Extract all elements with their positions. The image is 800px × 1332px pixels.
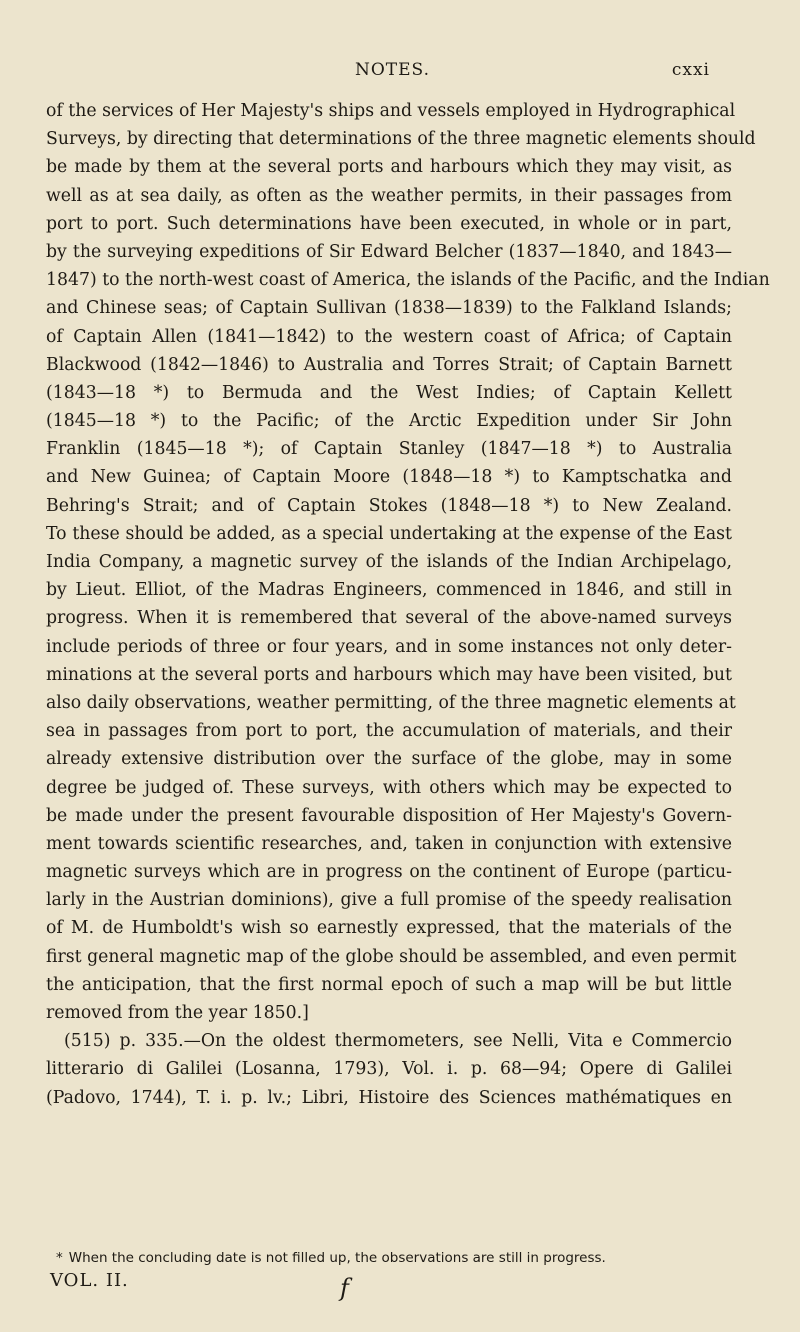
text-line: (1845—18 *) to the Pacific; of the Arctic Expedition under Sir John [46, 411, 732, 432]
text-line: magnetic surveys which are in progress on the continent of Europe (particu- [46, 862, 732, 883]
text-line: India Company, a magnetic survey of the islands of the Indian Archipelago, [46, 552, 732, 572]
signature-letter: f [340, 1274, 349, 1302]
text-line: litterario di Galilei (Losanna, 1793), Vol. i. p. 68—94; Opere di Galilei [46, 1059, 732, 1080]
body-text [46, 97, 770, 1112]
text-line: be made under the present favourable disposition of Her Majesty's Govern- [46, 805, 732, 826]
text-line: the anticipation, that the first normal epoch of such a map will be but little [46, 974, 732, 995]
page-number: cxxi [671, 60, 710, 80]
text-line: first general magnetic map of the globe should be assembled, and even permit [46, 946, 737, 967]
text-line: Franklin (1845—18 *); of Captain Stanley (1847—18 *) to Australia [46, 439, 732, 460]
text-line: and Chinese seas; of Captain Sullivan (1838—1839) to the Falkland Islands; [46, 298, 732, 319]
text-line: already extensive distribution over the surface of the globe, may in some [46, 749, 732, 770]
text-line: progress. When it is remembered that several of the above-named surveys [46, 608, 732, 629]
text-line: include periods of three or four years, and in some instances not only deter- [46, 636, 732, 657]
text-line: removed from the year 1850.] [46, 1003, 309, 1023]
text-line: (1843—18 *) to Bermuda and the West Indies; of Captain Kellett [46, 382, 732, 403]
text-line: Blackwood (1842—1846) to Australia and Torres Strait; of Captain Barnett [46, 354, 732, 375]
text-line: To these should be added, as a special undertaking at the expense of the East [46, 523, 732, 544]
text-line: and New Guinea; of Captain Moore (1848—18 *) to Kamptschatka and [46, 467, 732, 488]
volume-mark: VOL. II. [50, 1270, 129, 1291]
text-line: ment towards scientific researches, and, taken in conjunction with extensive [46, 833, 732, 854]
footnote-mark: * [56, 1250, 63, 1266]
text-line: port to port. Such determinations have been executed, in whole or in part, [46, 213, 732, 234]
text-line: of the services of Her Majesty's ships and vessels employed in Hydrographical [46, 101, 736, 121]
footnote-text: When the concluding date is not filled up, the observations are still in progress. [68, 1250, 606, 1266]
text-line: (Padovo, 1744), T. i. p. lv.; Libri, Histoire des Sciences mathématiques en [46, 1087, 732, 1108]
text-line: of M. de Humboldt's wish so earnestly expressed, that the materials of the [46, 918, 732, 939]
text-line: by the surveying expeditions of Sir Edward Belcher (1837—1840, and 1843— [46, 241, 732, 262]
text-line: degree be judged of. These surveys, with others which may be expected to [46, 777, 732, 798]
text-line: Behring's Strait; and of Captain Stokes (1848—18 *) to New Zealand. [46, 495, 732, 516]
note-515-line: (515) p. 335.—On the oldest thermometers, see Nelli, Vita e Commercio [64, 1031, 732, 1052]
text-line: be made by them at the several ports and harbours which they may visit, as [46, 157, 732, 178]
signature-line [50, 1270, 410, 1302]
text-line: by Lieut. Elliot, of the Madras Engineers, commenced in 1846, and still in [46, 580, 732, 601]
text-line: of Captain Allen (1841—1842) to the western coast of Africa; of Captain [46, 326, 732, 347]
running-head-title: NOTES. [355, 60, 431, 80]
text-line: well as at sea daily, as often as the weather permits, in their passages from [46, 185, 732, 206]
text-line: also daily observations, weather permitting, of the three magnetic elements at [46, 692, 736, 713]
footnote [56, 1248, 742, 1268]
text-line: Surveys, by directing that determinations of the three magnetic elements should [46, 129, 756, 150]
running-head [350, 60, 710, 82]
text-line: 1847) to the north-west coast of America, the islands of the Pacific, and the Indian [46, 270, 770, 291]
text-line: sea in passages from port to port, the accumulation of materials, and their [46, 721, 732, 742]
text-line: larly in the Austrian dominions), give a full promise of the speedy realisation [46, 890, 732, 911]
text-line: minations at the several ports and harbours which may have been visited, but [46, 664, 732, 685]
